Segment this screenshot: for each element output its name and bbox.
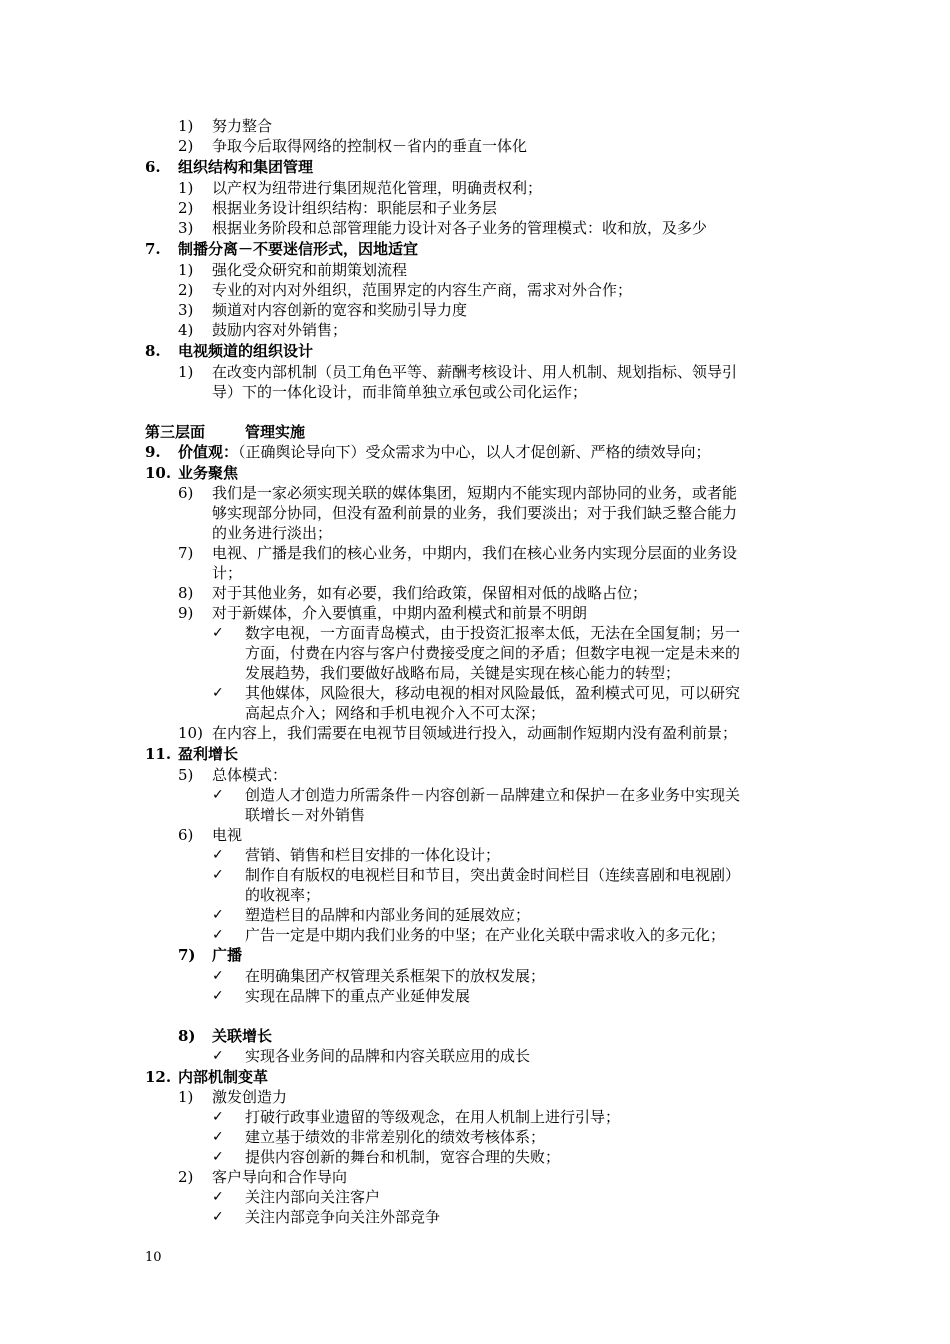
checkmark-icon: ✓: [212, 867, 224, 883]
check-item-text: 数字电视，一方面青岛模式，由于投资汇报率太低，无法在全国复制；另一: [245, 624, 741, 642]
item-text: [212, 825, 242, 845]
item-number: 2): [178, 1168, 194, 1186]
checkmark-icon: ✓: [212, 907, 224, 923]
item-text: [212, 543, 737, 563]
item-label: 关联增长: [212, 1027, 273, 1045]
item-number: 9.: [145, 443, 161, 461]
item-label: 总体模式：: [212, 766, 288, 784]
item-label: 专业的对内对外组织，范围界定的内容生产商，需求对外合作；: [212, 281, 633, 299]
item-text: [212, 945, 242, 965]
item-text: [212, 260, 407, 280]
item-number: 5): [178, 766, 194, 784]
item-text: [212, 1087, 287, 1107]
item-text: [212, 320, 347, 340]
continuation-line: 联增长－对外销售: [245, 806, 366, 824]
item-text: [178, 1067, 268, 1087]
item-label: 强化受众研究和前期策划流程: [212, 261, 408, 279]
item-number: 4): [178, 321, 194, 339]
continuation-line: 的业务进行淡出；: [212, 524, 333, 542]
item-number: 6): [178, 484, 194, 502]
item-label: 广播: [212, 946, 243, 964]
item-label: 我们是一家必须实现关联的媒体集团，短期内不能实现内部协同的业务，或者能: [212, 484, 738, 502]
item-text: [212, 603, 587, 623]
item-number: 10.: [145, 464, 172, 482]
item-label: 制播分离－不要迷信形式，因地适宜: [178, 240, 419, 258]
check-item-text: 其他媒体，风险很大，移动电视的相对风险最低，盈利模式可见，可以研究: [245, 684, 741, 702]
checkmark-icon: ✓: [212, 1048, 224, 1064]
item-text: [178, 157, 313, 177]
item-text: [212, 1026, 272, 1046]
item-number: 1): [178, 261, 194, 279]
check-item-text: 打破行政事业遗留的等级观念，在用人机制上进行引导；: [245, 1108, 621, 1126]
item-label: 根据业务阶段和总部管理能力设计对各子业务的管理模式：收和放，及多少: [212, 219, 708, 237]
item-label: 鼓励内容对外销售；: [212, 321, 348, 339]
section-title: 第三层面: [145, 423, 206, 441]
item-label: （正确舆论导向下）受众需求为中心，以人才促创新、严格的绩效导向；: [238, 443, 711, 461]
item-label: 激发创造力: [212, 1088, 288, 1106]
continuation-line: 计；: [212, 564, 243, 582]
item-number: 6): [178, 826, 194, 844]
continuation-line: 高起点介入；网络和手机电视介入不可太深；: [245, 704, 546, 722]
item-label: 以产权为纽带进行集团规范化管理，明确责权利；: [212, 179, 543, 197]
checkmark-icon: ✓: [212, 625, 224, 641]
check-item-text: 在明确集团产权管理关系框架下的放权发展；: [245, 967, 546, 985]
check-item-text: 广告一定是中期内我们业务的中坚；在产业化关联中需求收入的多元化；: [245, 926, 726, 944]
check-item-text: 关注内部向关注客户: [245, 1188, 381, 1206]
check-item-text: 制作自有版权的电视栏目和节目，突出黄金时间栏目（连续喜剧和电视剧）: [245, 866, 741, 884]
check-item-text: 营销、销售和栏目安排的一体化设计；: [245, 846, 501, 864]
item-text: [212, 583, 647, 603]
item-text: [212, 178, 542, 198]
item-number: 1): [178, 1088, 194, 1106]
item-number: 3): [178, 301, 194, 319]
item-number: 8): [178, 1027, 196, 1045]
check-item-text: 建立基于绩效的非常差别化的绩效考核体系；: [245, 1128, 546, 1146]
item-label: 客户导向和合作导向: [212, 1168, 348, 1186]
item-text: [212, 218, 707, 238]
item-text: [212, 136, 527, 156]
continuation-line: 发展趋势，我们要做好战略布局，关键是实现在核心能力的转型；: [245, 664, 681, 682]
check-item-text: 创造人才创造力所需条件－内容创新－品牌建立和保护－在多业务中实现关: [245, 786, 741, 804]
item-text: [212, 1167, 347, 1187]
item-label: 盈利增长: [178, 745, 239, 763]
item-text: [212, 198, 497, 218]
item-number: 3): [178, 219, 194, 237]
checkmark-icon: ✓: [212, 1109, 224, 1125]
item-number: 11.: [145, 745, 172, 763]
section-title: 管理实施: [245, 423, 306, 441]
item-number: 1): [178, 179, 194, 197]
item-number: 1): [178, 363, 194, 381]
checkmark-icon: ✓: [212, 787, 224, 803]
checkmark-icon: ✓: [212, 1129, 224, 1145]
item-text: [212, 362, 737, 382]
checkmark-icon: ✓: [212, 1149, 224, 1165]
item-text: [212, 483, 737, 503]
item-label: 电视、广播是我们的核心业务，中期内，我们在核心业务内实现分层面的业务设: [212, 544, 738, 562]
checkmark-icon: ✓: [212, 847, 224, 863]
check-item-text: 实现各业务间的品牌和内容关联应用的成长: [245, 1047, 531, 1065]
item-text: [212, 280, 632, 300]
item-text: [178, 442, 711, 462]
item-label: 努力整合: [212, 117, 273, 135]
item-number: 8.: [145, 342, 161, 360]
item-label: 业务聚焦: [178, 464, 239, 482]
item-label: 在改变内部机制（员工角色平等、薪酬考核设计、用人机制、规划指标、领导引: [212, 363, 738, 381]
item-label: 根据业务设计组织结构：职能层和子业务层: [212, 199, 498, 217]
continuation-line: 的收视率；: [245, 886, 321, 904]
continuation-line: 方面，付费在内容与客户付费接受度之间的矛盾；但数字电视一定是未来的: [245, 644, 741, 662]
check-item-text: 关注内部竞争向关注外部竞争: [245, 1208, 441, 1226]
item-label: 电视频道的组织设计: [178, 342, 314, 360]
item-text: [178, 239, 418, 259]
checkmark-icon: ✓: [212, 968, 224, 984]
item-number: 12.: [145, 1068, 172, 1086]
item-number: 2): [178, 281, 194, 299]
item-number: 8): [178, 584, 194, 602]
item-text: [212, 765, 287, 785]
item-text: [212, 300, 467, 320]
item-text: [178, 463, 238, 483]
checkmark-icon: ✓: [212, 988, 224, 1004]
item-label: 频道对内容创新的宽容和奖励引导力度: [212, 301, 468, 319]
item-text: [178, 341, 313, 361]
item-number: 9): [178, 604, 194, 622]
item-label: 争取今后取得网络的控制权－省内的垂直一体化: [212, 137, 528, 155]
item-label: 内部机制变革: [178, 1068, 269, 1086]
checkmark-icon: ✓: [212, 1189, 224, 1205]
checkmark-icon: ✓: [212, 1209, 224, 1225]
item-label: 对于新媒体，介入要慎重，中期内盈利模式和前景不明朗: [212, 604, 588, 622]
item-label: 电视: [212, 826, 243, 844]
item-text: [212, 116, 272, 136]
item-number: 1): [178, 117, 194, 135]
item-label: 对于其他业务，如有必要，我们给政策，保留相对低的战略占位；: [212, 584, 648, 602]
item-lead: 价值观：: [178, 443, 239, 461]
check-item-text: 实现在品牌下的重点产业延伸发展: [245, 987, 471, 1005]
checkmark-icon: ✓: [212, 927, 224, 943]
item-number: 7.: [145, 240, 161, 258]
continuation-line: 导）下的一体化设计，而非简单独立承包或公司化运作；: [212, 383, 588, 401]
item-number: 2): [178, 137, 194, 155]
item-text: [212, 723, 737, 743]
page-number: 10: [145, 1250, 162, 1265]
item-text: [178, 744, 238, 764]
check-item-text: 塑造栏目的品牌和内部业务间的延展效应；: [245, 906, 531, 924]
check-item-text: 提供内容创新的舞台和机制，宽容合理的失败；: [245, 1148, 561, 1166]
item-number: 7): [178, 544, 194, 562]
item-label: 在内容上，我们需要在电视节目领域进行投入，动画制作短期内没有盈利前景；: [212, 724, 738, 742]
item-label: 组织结构和集团管理: [178, 158, 314, 176]
item-number: 7): [178, 946, 196, 964]
item-number: 2): [178, 199, 194, 217]
item-number: 10): [178, 724, 203, 742]
checkmark-icon: ✓: [212, 685, 224, 701]
continuation-line: 够实现部分协同，但没有盈利前景的业务，我们要淡出；对于我们缺乏整合能力: [212, 504, 738, 522]
item-number: 6.: [145, 158, 161, 176]
